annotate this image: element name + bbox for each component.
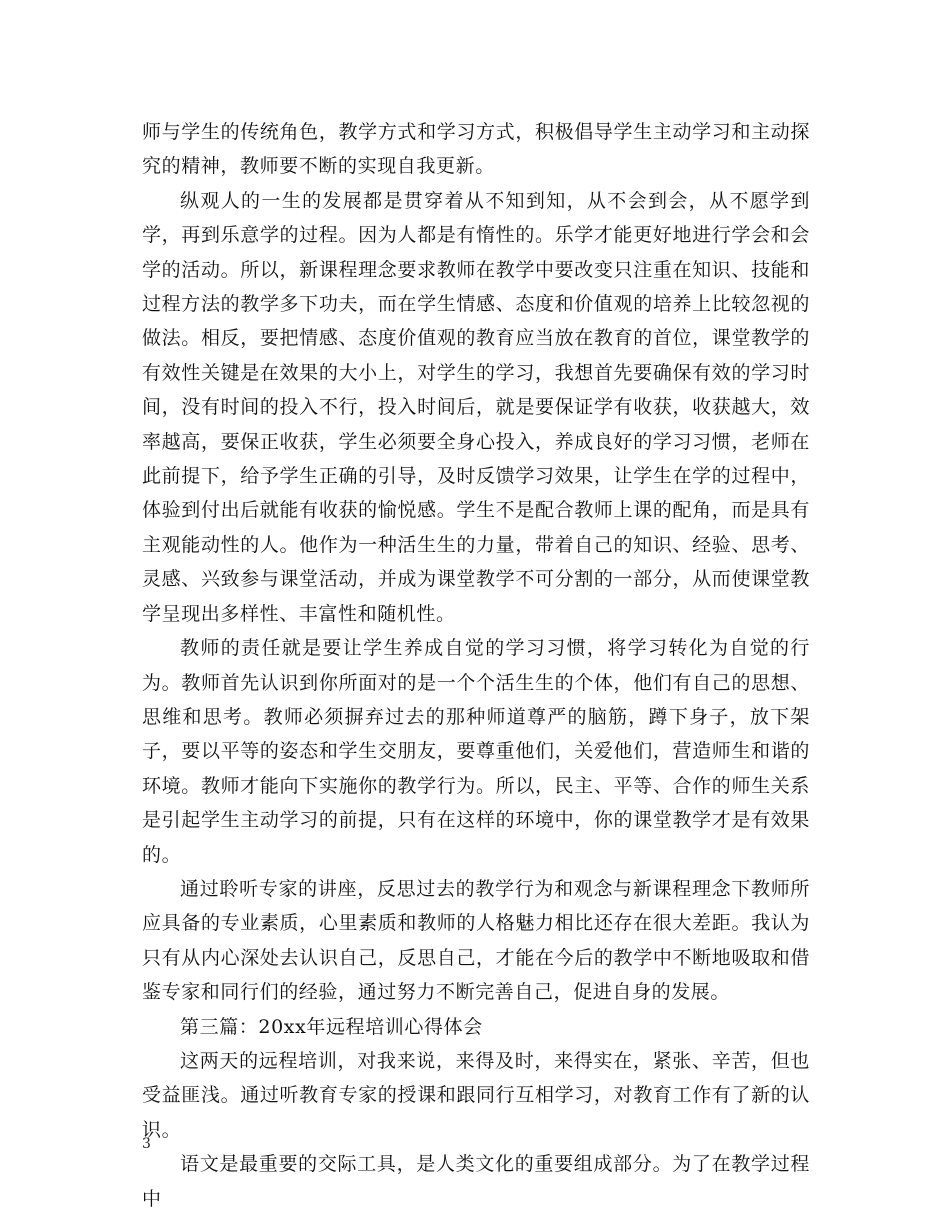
paragraph-continuation: 师与学生的传统角色，教学方式和学习方式，积极倡导学生主动学习和主动探究的精神，教师要不断的实现自我更新。 <box>142 121 810 178</box>
paragraph-teacher-responsibility: 教师的责任就是要让学生养成自觉的学习习惯，将学习转化为自觉的行为。教师首先认识到你所面对的是一个个活生生的个体，他们有自己的思想、思维和思考。教师必须摒弃过去的那种师道尊严的脑筋，蹲下身子，放下架子，要以平等的姿态和学生交朋友，要尊重他们，关爱他们，营造师生和谐的环境。教师才能向下实施你的教学行为。所以，民主、平等、合作的师生关系是引起学生主动学习的前提，只有在这样的环境中，你的课堂教学才是有效果的。 <box>142 637 810 866</box>
paragraph-expert-lecture: 通过聆听专家的讲座，反思过去的教学行为和观念与新课程理念下教师所应具备的专业素质，心里素质和教师的人格魅力相比还存在很大差距。我认为只有从内心深处去认识自己，反思自己，才能在今后的教学中不断地吸取和借鉴专家和同行们的经验，通过努力不断完善自己，促进自身的发展。 <box>142 877 810 1004</box>
paragraph-remote-training: 这两天的远程培训，对我来说，来得及时，来得实在，紧张、辛苦，但也受益匪浅。通过听教育专家的授课和跟同行互相学习，对教育工作有了新的认识。 <box>142 1049 810 1141</box>
page-number: 3 <box>142 1136 151 1152</box>
section-heading: 第三篇：20xx年远程培训心得体会 <box>180 1015 483 1038</box>
document-body <box>142 115 810 1216</box>
paragraph-chinese-language: 语文是最重要的交际工具，是人类文化的重要组成部分。为了在教学过程中 <box>142 1153 810 1210</box>
paragraph-learning-process: 纵观人的一生的发展都是贯穿着从不知到知，从不会到会，从不愿学到学，再到乐意学的过程。因为人都是有惰性的。乐学才能更好地进行学会和会学的活动。所以，新课程理念要求教师在教学中要改变只注重在知识、技能和过程方法的教学多下功夫，而在学生情感、态度和价值观的培养上比较忽视的做法。相反，要把情感、态度价值观的教育应当放在教育的首位，课堂教学的有效性关键是在效果的大小上，对学生的学习，我想首先要确保有效的学习时间，没有时间的投入不行，投入时间后，就是要保证学有收获，收获越大，效率越高，要保正收获，学生必须要全身心投入，养成良好的学习习惯，老师在此前提下，给予学生正确的引导，及时反馈学习效果，让学生在学的过程中，体验到付出后就能有收获的愉悦感。学生不是配合教师上课的配角，而是具有主观能动性的人。他作为一种活生生的力量，带着自己的知识、经验、思考、灵感、兴致参与课堂活动，并成为课堂教学不可分割的一部分，从而使课堂教学呈现出多样性、丰富性和随机性。 <box>142 189 810 625</box>
